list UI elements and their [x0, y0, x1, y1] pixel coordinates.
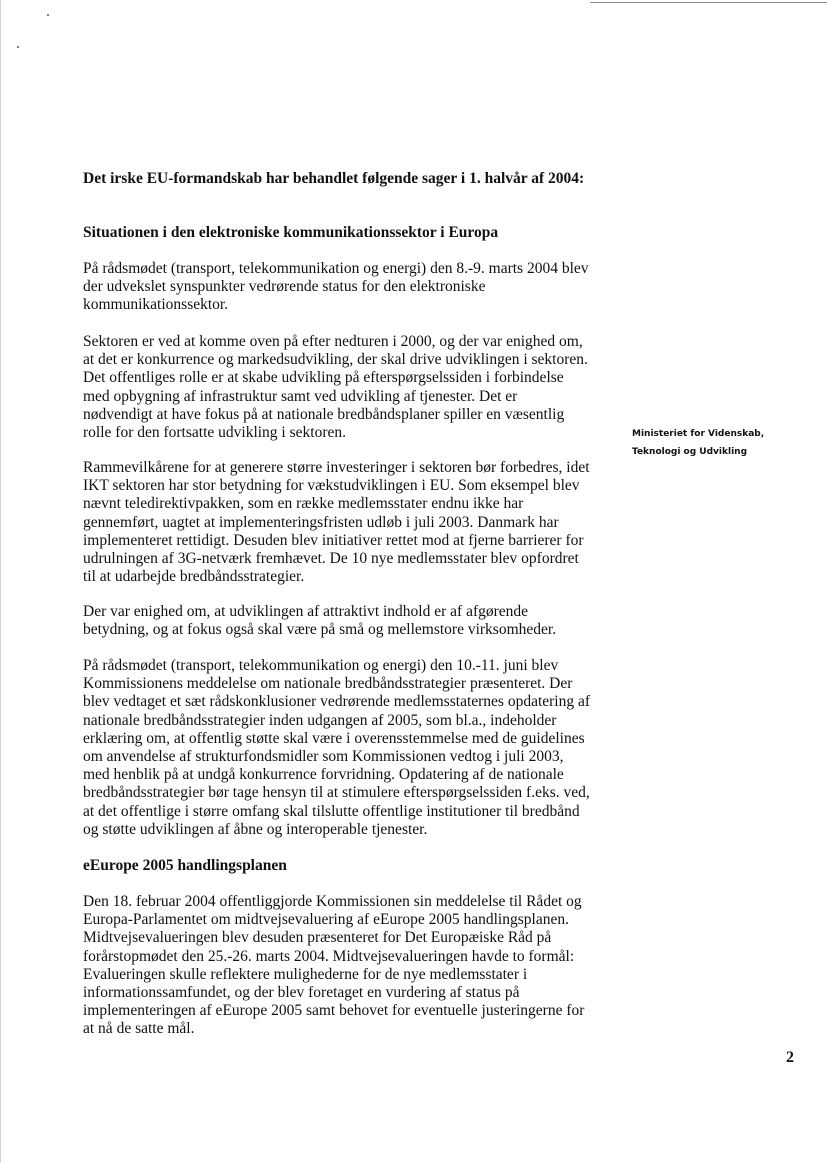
- paragraph-line: til at udarbejde bredbåndsstrategier.: [83, 568, 305, 586]
- paragraph-line: Kommissionens meddelelse om nationale bredbåndsstrategier præsenteret. Der: [83, 675, 573, 693]
- section-heading-kommunikationssektor: Situationen i den elektroniske kommunikationssektor i Europa: [83, 224, 499, 241]
- paragraph-line: Evalueringen skulle reflektere mulighederne for de nye medlemsstater i: [83, 965, 528, 983]
- paragraph-line: rolle for den fortsatte udvikling i sektoren.: [83, 424, 347, 442]
- paragraph-line: at nå de satte mål.: [83, 1020, 195, 1038]
- paragraph-line: Europa-Parlamentet om midtvejsevaluering af eEurope 2005 handlingsplanen.: [83, 911, 569, 929]
- scan-speck: [17, 46, 19, 48]
- paragraph-line: betydning, og at fokus også skal være på små og mellemstore virksomheder.: [83, 621, 557, 639]
- paragraph-line: Sektoren er ved at komme oven på efter nedturen i 2000, og der var enighed om,: [83, 333, 583, 350]
- paragraph-line: om anvendelse af strukturfondsmidler som Kommissionen vedtog i juli 2003,: [83, 748, 564, 766]
- paragraph: [83, 459, 603, 586]
- paragraph-line: kommunikationssektor.: [83, 296, 229, 314]
- paragraph-line: Den 18. februar 2004 offentliggjorde Kommissionen sin meddelelse til Rådet og: [83, 893, 582, 910]
- paragraph-line: På rådsmødet (transport, telekommunikation og energi) den 10.-11. juni blev: [83, 657, 559, 674]
- paragraph-line: erklæring om, at offentlig støtte skal være i overensstemmelse med de guidelines: [83, 729, 585, 747]
- paragraph-line: nødvendigt at have fokus på at nationale bredbåndsplaner spiller en væsentlig: [83, 405, 565, 423]
- section-heading-eeurope: eEurope 2005 handlingsplanen: [83, 857, 287, 874]
- paragraph: [83, 260, 603, 315]
- paragraph-line: og støtte udviklingen af åbne og interoperable tjenester.: [83, 820, 428, 838]
- ministry-sidebar-label: [632, 425, 812, 461]
- paragraph-line: gennemført, uagtet at implementeringsfristen udløb i juli 2003. Danmark har: [83, 513, 559, 531]
- scan-speck: [47, 14, 49, 16]
- paragraph-line: informationssamfundet, og der blev foretaget en vurdering af status på: [83, 984, 520, 1002]
- ministry-line: Ministeriet for Videnskab,: [632, 429, 765, 439]
- paragraph-line: udrulningen af 3G-netværk fremhævet. De 10 nye medlemsstater blev opfordret: [83, 550, 579, 568]
- paragraph-line: bredbåndsstrategier bør tage hensyn til at stimulere efterspørgselssiden f.eks. ved,: [83, 784, 590, 802]
- paragraph-line: Rammevilkårene for at generere større investeringer i sektoren bør forbedres, idet: [83, 459, 590, 476]
- paragraph: [83, 603, 603, 639]
- scan-border-line: [590, 2, 827, 3]
- ministry-line: Teknologi og Udvikling: [632, 447, 748, 457]
- paragraph-line: På rådsmødet (transport, telekommunikation og energi) den 8.-9. marts 2004 blev: [83, 260, 589, 277]
- paragraph-line: nationale bredbåndsstrategier inden udgangen af 2005, som bl.a., indeholder: [83, 711, 557, 729]
- paragraph: [83, 893, 603, 1039]
- paragraph-line: med opbygning af infrastruktur samt ved udvikling af tjenester. Det er: [83, 387, 518, 405]
- paragraph-line: Det offentliges rolle er at skabe udvikling på efterspørgselssiden i forbindelse: [83, 369, 564, 387]
- paragraph-line: blev vedtaget et sæt rådskonklusioner vedrørende medlemsstaternes opdatering af: [83, 693, 591, 711]
- paragraph: [83, 333, 603, 442]
- paragraph: [83, 657, 603, 839]
- paragraph-line: implementeret rettidigt. Desuden blev initiativer rettet mod at fjerne barrierer for: [83, 531, 584, 549]
- paragraph-line: Der var enighed om, at udviklingen af attraktivt indhold er af afgørende: [83, 603, 529, 620]
- paragraph-line: nævnt teledirektivpakken, som en række medlemsstater endnu ikke har: [83, 495, 524, 513]
- paragraph-line: der udvekslet synspunkter vedrørende status for den elektroniske: [83, 278, 486, 296]
- paragraph-line: implementeringen af eEurope 2005 samt behovet for eventuelle justeringerne for: [83, 1002, 585, 1020]
- paragraph-line: at det er konkurrence og markedsudvikling, der skal drive udviklingen i sektoren.: [83, 351, 588, 369]
- document-title: Det irske EU-formandskab har behandlet følgende sager i 1. halvår af 2004:: [83, 170, 585, 187]
- page-number: 2: [786, 1049, 794, 1066]
- paragraph-line: forårstopmødet den 25.-26. marts 2004. Midtvejsevalueringen havde to formål:: [83, 947, 575, 965]
- paragraph-line: med henblik på at undgå konkurrence forvridning. Opdatering af de nationale: [83, 766, 564, 784]
- paragraph-line: Midtvejsevalueringen blev desuden præsenteret for Det Europæiske Råd på: [83, 929, 552, 947]
- paragraph-line: IKT sektoren har stor betydning for vækstudviklingen i EU. Som eksempel blev: [83, 477, 580, 495]
- paragraph-line: at det offentlige i større omfang skal tilslutte offentlige institutioner til bredbånd: [83, 802, 580, 820]
- scan-left-edge: [0, 0, 1, 1163]
